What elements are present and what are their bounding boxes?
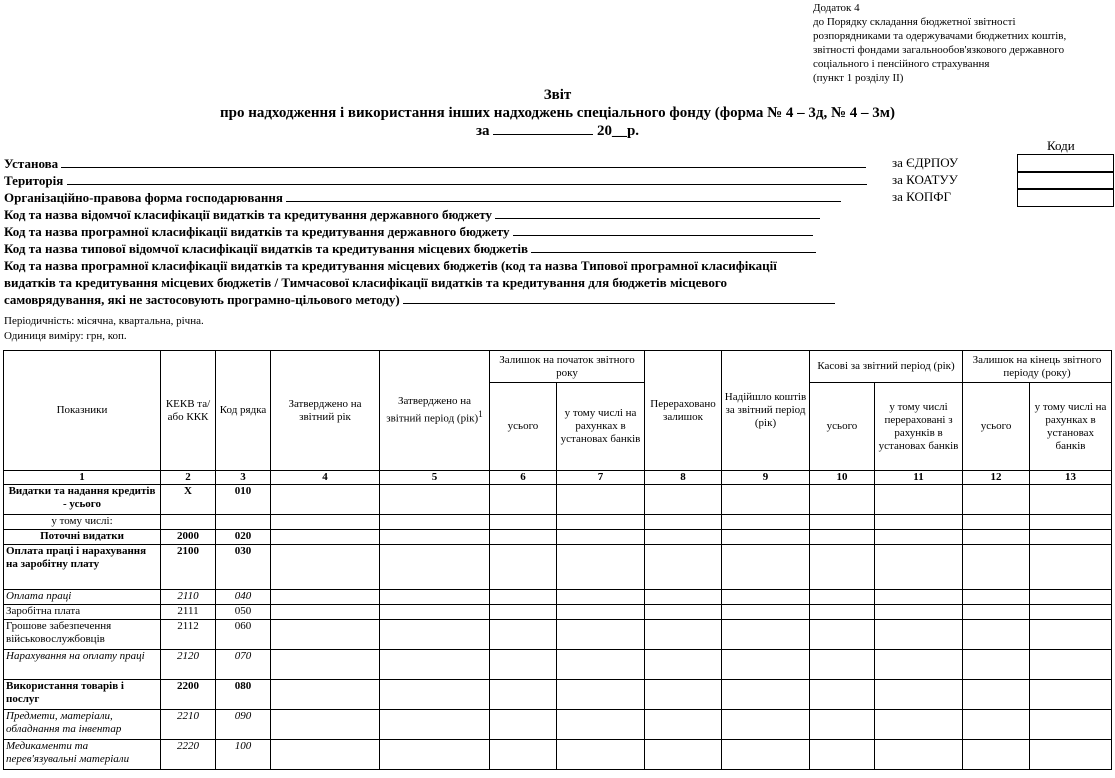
value-cell[interactable] bbox=[645, 605, 722, 620]
prog-class-field bbox=[4, 223, 813, 240]
column-number: 6 bbox=[490, 471, 557, 485]
value-cell[interactable] bbox=[810, 605, 875, 620]
value-cell[interactable] bbox=[490, 680, 557, 710]
value-cell[interactable] bbox=[963, 515, 1030, 530]
table-row bbox=[4, 485, 1112, 515]
header-balance-start: Залишок на початок звітного року bbox=[490, 351, 645, 383]
value-cell[interactable] bbox=[645, 590, 722, 605]
territory-field bbox=[4, 172, 867, 189]
row-code bbox=[216, 515, 271, 530]
value-cell[interactable] bbox=[963, 710, 1030, 740]
value-cell[interactable] bbox=[380, 710, 490, 740]
period-year: 20__р. bbox=[596, 123, 640, 139]
value-cell[interactable] bbox=[380, 740, 490, 770]
value-cell[interactable] bbox=[557, 620, 645, 650]
row-indicator: Оплата праці bbox=[4, 590, 161, 605]
column-number: 11 bbox=[875, 471, 963, 485]
row-kekv: 2111 bbox=[161, 605, 216, 620]
value-cell[interactable] bbox=[722, 515, 810, 530]
value-cell[interactable] bbox=[645, 650, 722, 680]
value-cell[interactable] bbox=[380, 515, 490, 530]
table-row bbox=[4, 545, 1112, 590]
report-table bbox=[3, 350, 1112, 770]
value-cell[interactable] bbox=[963, 620, 1030, 650]
value-cell[interactable] bbox=[271, 710, 380, 740]
prog-class-label: Код та назва програмної класифікації видатків та кредитування державного бюджету bbox=[4, 224, 510, 239]
typical-dept-class-input[interactable] bbox=[531, 240, 816, 253]
header-kekv: КЕКВ та/або ККК bbox=[161, 351, 216, 471]
value-cell[interactable] bbox=[810, 545, 875, 590]
footnote-mark: 1 bbox=[478, 409, 483, 420]
value-cell[interactable] bbox=[271, 605, 380, 620]
header-transferred: Перераховано залишок bbox=[645, 351, 722, 471]
row-code: 080 bbox=[216, 680, 271, 710]
value-cell[interactable] bbox=[1030, 650, 1112, 680]
appendix-note bbox=[813, 1, 1113, 85]
column-number: 7 bbox=[557, 471, 645, 485]
row-kekv: 2000 bbox=[161, 530, 216, 545]
row-indicator: у тому числі: bbox=[4, 515, 161, 530]
value-cell[interactable] bbox=[490, 545, 557, 590]
periodicity-note: Періодичність: місячна, квартальна, річна. bbox=[4, 315, 204, 327]
value-cell[interactable] bbox=[875, 545, 963, 590]
row-kekv: 2110 bbox=[161, 590, 216, 605]
value-cell[interactable] bbox=[645, 740, 722, 770]
value-cell[interactable] bbox=[271, 740, 380, 770]
row-kekv: 2200 bbox=[161, 680, 216, 710]
value-cell[interactable] bbox=[271, 680, 380, 710]
value-cell[interactable] bbox=[557, 485, 645, 515]
value-cell[interactable] bbox=[380, 650, 490, 680]
kopfg-label: за КОПФГ bbox=[892, 189, 952, 204]
value-cell[interactable] bbox=[875, 515, 963, 530]
row-code: 020 bbox=[216, 530, 271, 545]
value-cell[interactable] bbox=[1030, 485, 1112, 515]
value-cell[interactable] bbox=[645, 545, 722, 590]
value-cell[interactable] bbox=[380, 680, 490, 710]
header-balance-end: Залишок на кінець звітного періоду (року) bbox=[963, 351, 1112, 383]
value-cell[interactable] bbox=[380, 485, 490, 515]
row-indicator: Предмети, матеріали, обладнання та інвентар bbox=[4, 710, 161, 740]
appendix-line: звітності фондами загальнообов'язкового державного bbox=[813, 44, 1065, 56]
row-code: 040 bbox=[216, 590, 271, 605]
value-cell[interactable] bbox=[557, 650, 645, 680]
period-blank[interactable] bbox=[493, 122, 593, 135]
value-cell[interactable] bbox=[722, 650, 810, 680]
table-row bbox=[4, 710, 1112, 740]
value-cell[interactable] bbox=[810, 710, 875, 740]
value-cell[interactable] bbox=[557, 680, 645, 710]
legal-form-label: Організаційно-правова форма господарювання bbox=[4, 190, 283, 205]
appendix-line: соціального і пенсійного страхування bbox=[813, 58, 990, 70]
appendix-line: до Порядку складання бюджетної звітності bbox=[813, 16, 1016, 28]
value-cell[interactable] bbox=[380, 530, 490, 545]
appendix-line: розпорядниками та одержувачами бюджетних коштів, bbox=[813, 30, 1067, 42]
row-indicator: Видатки та надання кредитів - усього bbox=[4, 485, 161, 515]
row-code: 090 bbox=[216, 710, 271, 740]
value-cell[interactable] bbox=[490, 650, 557, 680]
value-cell[interactable] bbox=[722, 740, 810, 770]
local-prog-class-line2: видатків та кредитування місцевих бюджетів / Тимчасової класифікації видатків та кредитування для бюджетів місцевого bbox=[4, 275, 727, 290]
header-approved-period bbox=[380, 351, 490, 471]
value-cell[interactable] bbox=[963, 545, 1030, 590]
column-number: 12 bbox=[963, 471, 1030, 485]
value-cell[interactable] bbox=[810, 650, 875, 680]
value-cell[interactable] bbox=[875, 710, 963, 740]
value-cell[interactable] bbox=[271, 530, 380, 545]
table-row bbox=[4, 650, 1112, 680]
value-cell[interactable] bbox=[875, 650, 963, 680]
row-indicator: Нарахування на оплату праці bbox=[4, 650, 161, 680]
value-cell[interactable] bbox=[380, 620, 490, 650]
value-cell[interactable] bbox=[271, 485, 380, 515]
value-cell[interactable] bbox=[271, 545, 380, 590]
value-cell[interactable] bbox=[963, 590, 1030, 605]
column-number: 4 bbox=[271, 471, 380, 485]
value-cell[interactable] bbox=[271, 620, 380, 650]
row-indicator: Використання товарів і послуг bbox=[4, 680, 161, 710]
column-number: 3 bbox=[216, 471, 271, 485]
column-numbers-row bbox=[4, 471, 1112, 485]
value-cell[interactable] bbox=[722, 545, 810, 590]
territory-input[interactable] bbox=[67, 172, 867, 185]
value-cell[interactable] bbox=[810, 515, 875, 530]
value-cell[interactable] bbox=[963, 605, 1030, 620]
value-cell[interactable] bbox=[722, 680, 810, 710]
value-cell[interactable] bbox=[1030, 605, 1112, 620]
header-end-total: усього bbox=[963, 383, 1030, 471]
period-prefix: за bbox=[475, 123, 490, 139]
value-cell[interactable] bbox=[963, 530, 1030, 545]
value-cell[interactable] bbox=[557, 740, 645, 770]
table-row bbox=[4, 530, 1112, 545]
value-cell[interactable] bbox=[271, 590, 380, 605]
value-cell[interactable] bbox=[1030, 740, 1112, 770]
value-cell[interactable] bbox=[875, 605, 963, 620]
legal-form-field bbox=[4, 189, 841, 206]
report-subtitle: про надходження і використання інших надходжень спеціального фонду (форма № 4 – 3д, № 4 – 3м) bbox=[219, 105, 896, 121]
header-row-code: Код рядка bbox=[216, 351, 271, 471]
value-cell[interactable] bbox=[271, 515, 380, 530]
header-end-banks: у тому числі на рахунках в установах банків bbox=[1030, 383, 1112, 471]
value-cell[interactable] bbox=[722, 485, 810, 515]
column-number: 8 bbox=[645, 471, 722, 485]
value-cell[interactable] bbox=[645, 710, 722, 740]
row-indicator: Оплата праці і нарахування на заробітну плату bbox=[4, 545, 161, 590]
row-kekv: Х bbox=[161, 485, 216, 515]
header-approved-period-text: Затверджено на звітний період (рік) bbox=[386, 395, 479, 425]
row-code: 010 bbox=[216, 485, 271, 515]
value-cell[interactable] bbox=[557, 590, 645, 605]
value-cell[interactable] bbox=[490, 530, 557, 545]
report-period bbox=[0, 122, 1115, 140]
dept-class-input[interactable] bbox=[495, 206, 820, 219]
value-cell[interactable] bbox=[810, 740, 875, 770]
column-number: 2 bbox=[161, 471, 216, 485]
value-cell[interactable] bbox=[1030, 680, 1112, 710]
header-start-banks: у тому числі на рахунках в установах банків bbox=[557, 383, 645, 471]
value-cell[interactable] bbox=[875, 485, 963, 515]
table-row bbox=[4, 620, 1112, 650]
kopfg-code-box[interactable] bbox=[1017, 188, 1114, 207]
value-cell[interactable] bbox=[722, 605, 810, 620]
value-cell[interactable] bbox=[810, 680, 875, 710]
value-cell[interactable] bbox=[810, 620, 875, 650]
value-cell[interactable] bbox=[271, 650, 380, 680]
value-cell[interactable] bbox=[1030, 620, 1112, 650]
header-approved-year: Затверджено на звітний рік bbox=[271, 351, 380, 471]
row-indicator: Медикаменти та перев'язувальні матеріали bbox=[4, 740, 161, 770]
value-cell[interactable] bbox=[963, 680, 1030, 710]
table-row bbox=[4, 740, 1112, 770]
koatuu-label: за КОАТУУ bbox=[892, 172, 958, 187]
header-indicators: Показники bbox=[4, 351, 161, 471]
row-code: 100 bbox=[216, 740, 271, 770]
header-cash-transferred: у тому числі перераховані з рахунків в установах банків bbox=[875, 383, 963, 471]
local-prog-class-line3: самоврядування, які не застосовують програмно-цільового методу) bbox=[4, 292, 400, 307]
value-cell[interactable] bbox=[1030, 545, 1112, 590]
value-cell[interactable] bbox=[963, 740, 1030, 770]
appendix-line: Додаток 4 bbox=[813, 2, 860, 14]
row-kekv: 2100 bbox=[161, 545, 216, 590]
row-indicator: Поточні видатки bbox=[4, 530, 161, 545]
value-cell[interactable] bbox=[810, 485, 875, 515]
value-cell[interactable] bbox=[490, 620, 557, 650]
value-cell[interactable] bbox=[1030, 590, 1112, 605]
local-prog-class-input[interactable] bbox=[403, 291, 835, 304]
local-prog-class-field bbox=[4, 291, 835, 308]
header-cash-expenses: Касові за звітний період (рік) bbox=[810, 351, 963, 383]
typical-dept-class-label: Код та назва типової відомчої класифікації видатків та кредитування місцевих бюджетів bbox=[4, 241, 529, 256]
unit-note: Одиниця виміру: грн, коп. bbox=[4, 330, 127, 342]
column-number: 13 bbox=[1030, 471, 1112, 485]
row-kekv: 2220 bbox=[161, 740, 216, 770]
value-cell[interactable] bbox=[380, 590, 490, 605]
value-cell[interactable] bbox=[722, 620, 810, 650]
value-cell[interactable] bbox=[557, 710, 645, 740]
row-indicator: Грошове забезпечення військовослужбовців bbox=[4, 620, 161, 650]
edrpou-label: за ЄДРПОУ bbox=[892, 155, 959, 170]
row-kekv: 2112 bbox=[161, 620, 216, 650]
value-cell[interactable] bbox=[810, 590, 875, 605]
row-code: 070 bbox=[216, 650, 271, 680]
value-cell[interactable] bbox=[875, 740, 963, 770]
value-cell[interactable] bbox=[875, 530, 963, 545]
column-number: 9 bbox=[722, 471, 810, 485]
value-cell[interactable] bbox=[380, 545, 490, 590]
row-code: 060 bbox=[216, 620, 271, 650]
dept-class-label: Код та назва відомчої класифікації видатків та кредитування державного бюджету bbox=[4, 207, 492, 222]
value-cell[interactable] bbox=[490, 605, 557, 620]
value-cell[interactable] bbox=[490, 515, 557, 530]
value-cell[interactable] bbox=[645, 620, 722, 650]
value-cell[interactable] bbox=[722, 530, 810, 545]
value-cell[interactable] bbox=[380, 605, 490, 620]
value-cell[interactable] bbox=[645, 680, 722, 710]
table-row bbox=[4, 680, 1112, 710]
value-cell[interactable] bbox=[1030, 515, 1112, 530]
value-cell[interactable] bbox=[490, 590, 557, 605]
value-cell[interactable] bbox=[875, 680, 963, 710]
column-number: 5 bbox=[380, 471, 490, 485]
codes-header: Коди bbox=[1047, 138, 1075, 153]
local-prog-class-line1: Код та назва програмної класифікації видатків та кредитування місцевих бюджетів (код та назва Типової програмної класифікації bbox=[4, 258, 777, 273]
prog-class-input[interactable] bbox=[513, 223, 813, 236]
value-cell[interactable] bbox=[490, 710, 557, 740]
table-row bbox=[4, 605, 1112, 620]
appendix-line: (пункт 1 розділу ІІ) bbox=[813, 72, 904, 84]
row-indicator: Заробітна плата bbox=[4, 605, 161, 620]
value-cell[interactable] bbox=[810, 530, 875, 545]
header-cash-total: усього bbox=[810, 383, 875, 471]
territory-label: Територія bbox=[4, 173, 64, 188]
row-kekv: 2210 bbox=[161, 710, 216, 740]
value-cell[interactable] bbox=[963, 485, 1030, 515]
value-cell[interactable] bbox=[557, 530, 645, 545]
table-row bbox=[4, 590, 1112, 605]
header-received: Надійшло коштів за звітний період (рік) bbox=[722, 351, 810, 471]
report-title: Звіт bbox=[543, 87, 572, 103]
column-number: 10 bbox=[810, 471, 875, 485]
value-cell[interactable] bbox=[490, 740, 557, 770]
row-kekv: 2120 bbox=[161, 650, 216, 680]
typical-dept-class-field bbox=[4, 240, 816, 257]
value-cell[interactable] bbox=[1030, 530, 1112, 545]
value-cell[interactable] bbox=[645, 515, 722, 530]
value-cell[interactable] bbox=[963, 650, 1030, 680]
row-code: 030 bbox=[216, 545, 271, 590]
value-cell[interactable] bbox=[557, 515, 645, 530]
value-cell[interactable] bbox=[645, 485, 722, 515]
legal-form-input[interactable] bbox=[286, 189, 841, 202]
value-cell[interactable] bbox=[1030, 710, 1112, 740]
value-cell[interactable] bbox=[875, 620, 963, 650]
value-cell[interactable] bbox=[645, 530, 722, 545]
institution-field bbox=[4, 155, 866, 172]
header-start-total: усього bbox=[490, 383, 557, 471]
value-cell[interactable] bbox=[490, 485, 557, 515]
value-cell[interactable] bbox=[722, 590, 810, 605]
row-code: 050 bbox=[216, 605, 271, 620]
row-kekv bbox=[161, 515, 216, 530]
value-cell[interactable] bbox=[557, 605, 645, 620]
value-cell[interactable] bbox=[875, 590, 963, 605]
column-number: 1 bbox=[4, 471, 161, 485]
institution-label: Установа bbox=[4, 156, 59, 171]
value-cell[interactable] bbox=[557, 545, 645, 590]
institution-input[interactable] bbox=[61, 155, 866, 168]
table-row bbox=[4, 515, 1112, 530]
value-cell[interactable] bbox=[722, 710, 810, 740]
dept-class-field bbox=[4, 206, 820, 223]
